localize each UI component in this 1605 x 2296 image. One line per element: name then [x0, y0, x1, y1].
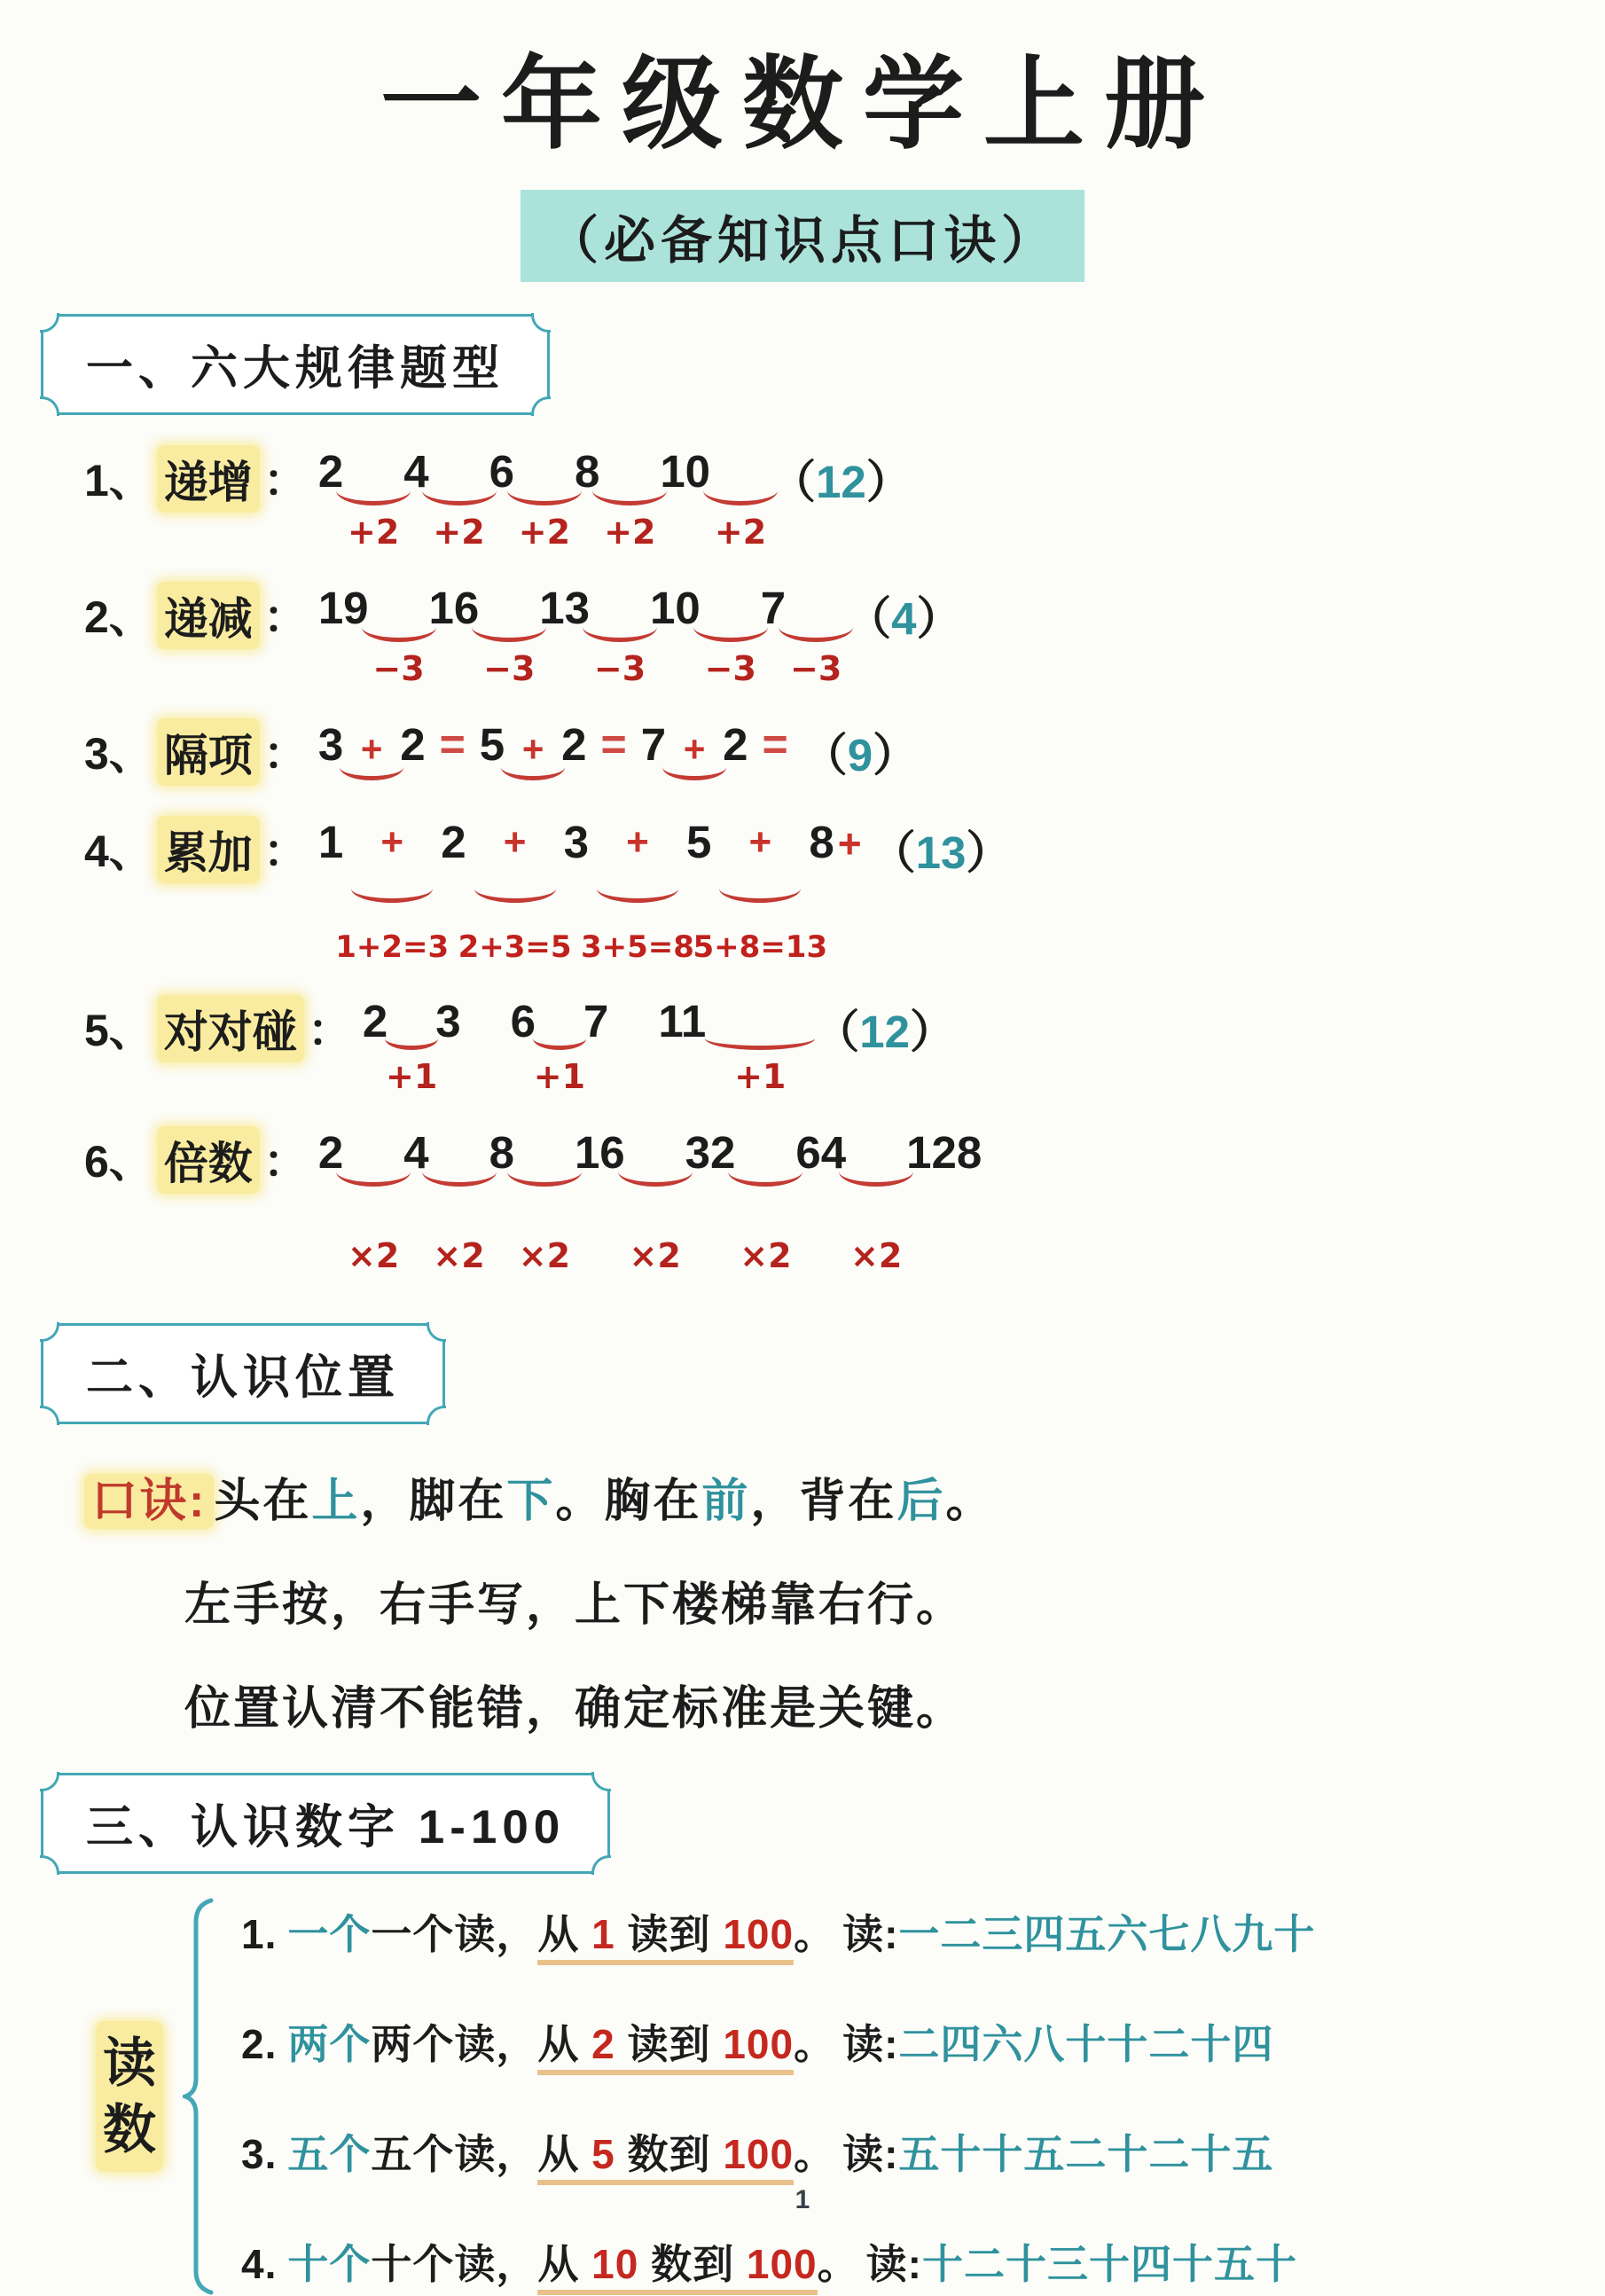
connector: [505, 445, 583, 552]
row-index: 2、: [84, 592, 153, 642]
paren-close: ）: [873, 730, 919, 780]
answer: [802, 718, 918, 784]
subtitle-wrap: [0, 190, 1605, 282]
paren-close: ）: [916, 593, 962, 644]
arc-icon: [662, 754, 726, 780]
connector: [837, 1126, 915, 1275]
plus-sign: +: [521, 728, 544, 770]
sequence-number: 4: [403, 1127, 429, 1178]
connector: [499, 718, 567, 780]
arc-icon: [385, 1027, 438, 1050]
mnemonic-line-2: 左手按，右手写，上下楼梯靠右行。: [184, 1579, 966, 1631]
sequence-number: 7: [640, 719, 667, 770]
connector: [334, 445, 412, 552]
connector: [777, 582, 855, 688]
arc-icon: [474, 874, 556, 903]
sequence-number: 32: [685, 1127, 736, 1178]
row-colon: ：: [262, 456, 308, 505]
operation-label: ×2: [433, 1236, 485, 1275]
sequence-number: 10: [660, 446, 711, 497]
reading-result: 五十十五二十二十五: [898, 2131, 1274, 2177]
row-term: 倍数: [157, 1126, 260, 1194]
row-index: 5、: [84, 1006, 153, 1055]
sequence-number: 2: [400, 719, 426, 770]
pattern-row-increase: [84, 445, 1605, 552]
section-two-heading-text: 二、认识位置: [86, 1352, 400, 1404]
pattern-row-alternate: [84, 718, 1605, 786]
arc-icon: [422, 475, 497, 505]
item-number: 3.: [241, 2131, 278, 2177]
paren-open: （: [814, 1007, 860, 1057]
item-number: 4.: [241, 2241, 278, 2287]
operation-label: ×2: [348, 1236, 400, 1275]
paren-close: ）: [909, 1007, 955, 1057]
start-number: 10: [591, 2241, 639, 2287]
count-word: 两个: [287, 2021, 372, 2067]
answer-value: 4: [891, 593, 917, 644]
text: 十个读，: [371, 2241, 538, 2287]
row-index: 6、: [84, 1137, 153, 1187]
connector: [580, 816, 694, 965]
connector: [532, 995, 587, 1096]
sequence-number: 2: [362, 996, 388, 1046]
arc-icon: [583, 612, 657, 642]
pattern-row-decrease: [84, 582, 1605, 688]
connector: [591, 445, 669, 552]
frame-corner-icon: [427, 1322, 446, 1342]
reading-item-4: [241, 2232, 1315, 2291]
arc-icon: [597, 874, 678, 903]
frame-corner-icon: [591, 1855, 611, 1875]
pattern-row-cumulative: [84, 816, 1605, 965]
read-label: 读:: [865, 2241, 922, 2287]
read-label: 读:: [842, 2021, 899, 2067]
text: 。: [794, 2021, 836, 2067]
plus-sign: +: [837, 820, 862, 866]
reading-item-2: [241, 2012, 1315, 2071]
sequence-number: 7: [760, 583, 787, 633]
connector: [581, 582, 659, 688]
count-word: 十个: [287, 2241, 372, 2287]
item-number: 2.: [241, 2021, 278, 2067]
sequence-number: 3: [317, 719, 344, 770]
arc-icon: [592, 475, 667, 505]
section-three-heading-text: 三、认识数字 1-100: [86, 1801, 566, 1853]
arc-icon: [472, 612, 546, 642]
answer-value: 9: [847, 730, 873, 780]
connector: [335, 816, 450, 965]
sequence-number: 2: [441, 817, 466, 867]
row-term: 对对碰: [157, 995, 304, 1062]
plus-sign: +: [360, 728, 383, 770]
text: 头在: [214, 1476, 312, 1527]
frame-corner-icon: [40, 1772, 59, 1791]
row-colon: ：: [262, 1137, 308, 1187]
frame-corner-icon: [40, 1406, 59, 1425]
end-number: 100: [746, 2241, 818, 2287]
text: 两个读，: [371, 2021, 538, 2067]
operation-label: +2: [348, 513, 400, 552]
connector: [470, 582, 548, 688]
text: 从: [537, 2241, 592, 2287]
operation-label: +2: [714, 513, 767, 552]
section-one-heading-text: 一、六大规律题型: [86, 342, 505, 395]
row-term: 累加: [157, 816, 260, 883]
operation-label: −3: [704, 649, 756, 688]
reading-item-1: [241, 1902, 1315, 1961]
connector: [661, 718, 728, 780]
arc-icon: [719, 874, 801, 903]
reading-item-3: [241, 2122, 1315, 2181]
sequence-number: 1: [317, 817, 344, 867]
number-sequence: [318, 816, 1012, 965]
sequence-number: 5: [479, 719, 505, 770]
sequence-number: 2: [317, 446, 344, 497]
sequence-number: 64: [795, 1127, 847, 1178]
sequence-number: 6: [510, 996, 536, 1046]
paren-open: （: [771, 457, 817, 507]
end-number: 100: [723, 2131, 795, 2177]
arc-icon: [618, 1156, 693, 1187]
connector: [420, 1126, 498, 1275]
operation-label: −3: [483, 649, 536, 688]
operation-label: −3: [593, 649, 646, 688]
number-sequence: [318, 1126, 982, 1275]
side-label-wrap: [96, 1897, 163, 2296]
operation-label: +1: [734, 1057, 787, 1096]
text: 。胸在: [555, 1476, 702, 1527]
reading-result: 二四六八十十二十四: [898, 2021, 1274, 2067]
sum-label: 5+8=13: [693, 929, 828, 965]
number-sequence: [318, 445, 912, 552]
equals-sign: =: [600, 719, 627, 769]
section-two: [0, 1323, 1605, 1737]
text: 五个读，: [371, 2131, 538, 2177]
direction-word: 上: [311, 1476, 361, 1527]
sequence-number: 11: [658, 996, 707, 1046]
start-number: 1: [591, 1911, 615, 1957]
connector: [726, 1126, 804, 1275]
connector: [420, 445, 498, 552]
operation-label: +2: [604, 513, 656, 552]
arc-icon: [362, 612, 436, 642]
sequence-number: 2: [317, 1127, 344, 1178]
arc-icon: [728, 1156, 802, 1187]
section-one: [0, 314, 1605, 1275]
start-number: 2: [591, 2021, 615, 2067]
row-index: 4、: [84, 827, 153, 876]
reading-result: 十二十三十四十五十: [921, 2241, 1297, 2287]
operation-label: ×2: [629, 1236, 681, 1275]
arc-icon: [779, 612, 853, 642]
plus-sign: +: [380, 820, 404, 864]
frame-corner-icon: [40, 313, 59, 333]
answer: [814, 995, 955, 1061]
sequence-number: 10: [650, 583, 701, 633]
mnemonic-label: 口诀:: [84, 1474, 214, 1529]
text: 读到: [615, 2021, 724, 2067]
connector: [702, 995, 818, 1096]
operation-label: −3: [789, 649, 842, 688]
connector: [360, 582, 438, 688]
page-title: 一年级数学上册: [380, 44, 1225, 163]
read-label: 读:: [842, 2131, 899, 2177]
arc-icon: [693, 612, 768, 642]
text: 从: [537, 1911, 592, 1957]
row-colon: ：: [307, 1006, 352, 1055]
plus-sign: +: [626, 820, 649, 864]
direction-word: 后: [896, 1476, 946, 1527]
row-colon: ：: [262, 827, 308, 876]
page-number: 1: [795, 2185, 810, 2214]
arc-icon: [351, 874, 433, 903]
direction-word: 下: [506, 1476, 556, 1527]
pattern-row-multiples: [84, 1126, 1605, 1275]
plus-sign: +: [748, 820, 772, 864]
paren-close: ）: [966, 827, 1012, 878]
direction-word: 前: [701, 1476, 751, 1527]
text: 从: [537, 2131, 592, 2177]
reading-result: 一二三四五六七八九十: [898, 1911, 1316, 1957]
text: 。: [794, 1911, 836, 1957]
underlined-range: [537, 2131, 794, 2185]
row-colon: ：: [262, 592, 308, 642]
answer-value: 13: [915, 827, 967, 878]
reading-block: [96, 1897, 1605, 2296]
connector: [505, 1126, 583, 1275]
sequence-number: 13: [539, 583, 591, 633]
text: 。: [794, 2131, 836, 2177]
paren-close: ）: [865, 457, 912, 507]
operation-label: +1: [533, 1057, 586, 1096]
underlined-range: [537, 1911, 794, 1965]
sequence-number: 16: [574, 1127, 625, 1178]
sequence-number: 2: [723, 719, 748, 770]
row-index: 3、: [84, 729, 153, 779]
row-term: 递增: [157, 445, 260, 513]
reading-items: [241, 1897, 1315, 2296]
operation-label: +2: [518, 513, 571, 552]
connector: [693, 816, 828, 965]
connector: [338, 718, 405, 780]
section-three: [0, 1773, 1605, 2296]
sequence-number: 7: [583, 996, 609, 1046]
start-number: 5: [591, 2131, 615, 2177]
sequence-number: 128: [906, 1127, 983, 1178]
sum-label: 2+3=5: [458, 929, 572, 965]
sequence-number: 19: [317, 583, 369, 633]
number-sequence: [318, 718, 918, 784]
connector: [692, 582, 770, 688]
sequence-number: 3: [563, 817, 589, 867]
frame-corner-icon: [40, 1322, 59, 1342]
text: ，背在: [750, 1476, 897, 1527]
arc-icon: [705, 1027, 815, 1050]
answer-value: 12: [816, 457, 866, 507]
connector: [458, 816, 572, 965]
underlined-range: [537, 2021, 794, 2075]
text: 。: [945, 1476, 995, 1527]
answer: [871, 816, 1012, 882]
text: 一个读，: [371, 1911, 538, 1957]
sequence-number: 8: [489, 1127, 514, 1178]
operation-label: −3: [372, 649, 425, 688]
section-one-heading: [41, 314, 550, 415]
count-word: 一个: [287, 1911, 372, 1957]
brace-wrap: [183, 1897, 215, 2296]
number-sequence: [318, 582, 962, 688]
number-sequence: [363, 995, 955, 1096]
connector: [384, 995, 439, 1096]
underlined-range: [537, 2241, 817, 2295]
paren-open: （: [870, 827, 916, 878]
paren-open: （: [802, 730, 848, 780]
answer: [771, 445, 912, 511]
item-number: 1.: [241, 1911, 278, 1957]
connector: [701, 445, 779, 552]
sequence-number: 5: [685, 817, 712, 867]
plus-sign: +: [503, 820, 527, 864]
operation-label: ×2: [518, 1236, 571, 1275]
sequence-number: 16: [428, 583, 480, 633]
arc-icon: [340, 754, 403, 780]
text: 数到: [638, 2241, 747, 2287]
paren-open: （: [846, 593, 892, 644]
frame-corner-icon: [531, 313, 551, 333]
arc-icon: [336, 1156, 411, 1187]
operation-label: +1: [386, 1057, 438, 1096]
row-term: 递减: [157, 582, 260, 649]
sum-label: 1+2=3: [335, 929, 450, 965]
curly-brace-icon: [183, 1897, 215, 2296]
mnemonic-line-3: 位置认清不能错，确定标准是关键。: [184, 1683, 966, 1735]
reading-label: 读数: [96, 2021, 163, 2172]
sequence-number: 2: [561, 719, 587, 770]
read-label: 读:: [842, 1911, 899, 1957]
answer-value: 12: [859, 1007, 910, 1057]
count-word: 五个: [287, 2131, 372, 2177]
text: ，脚在: [360, 1476, 507, 1527]
operation-label: ×2: [740, 1236, 792, 1275]
text: 从: [537, 2021, 592, 2067]
text: 。: [817, 2241, 859, 2287]
page-subtitle: （必备知识点口诀）: [521, 190, 1084, 282]
arc-icon: [501, 754, 565, 780]
operation-label: ×2: [850, 1236, 903, 1275]
sequence-number: 4: [403, 446, 429, 497]
frame-corner-icon: [40, 1855, 59, 1875]
sequence-number: 6: [489, 446, 514, 497]
operation-label: +2: [433, 513, 485, 552]
arc-icon: [507, 1156, 582, 1187]
plus-sign: +: [683, 728, 706, 770]
frame-corner-icon: [40, 396, 59, 416]
frame-corner-icon: [531, 396, 551, 416]
arc-icon: [336, 475, 411, 505]
mnemonic-line-1: [84, 1463, 1605, 1530]
arc-icon: [533, 1027, 586, 1050]
end-number: 100: [723, 1911, 795, 1957]
arc-icon: [507, 475, 582, 505]
text: 读到: [615, 1911, 724, 1957]
frame-corner-icon: [591, 1772, 611, 1791]
arc-icon: [703, 475, 778, 505]
connector: [334, 1126, 412, 1275]
arc-icon: [422, 1156, 497, 1187]
equals-sign: =: [762, 719, 788, 769]
sequence-number: 8: [809, 817, 834, 867]
answer: [846, 582, 961, 647]
row-index: 1、: [84, 456, 153, 505]
sum-label: 3+5=8: [580, 929, 694, 965]
sequence-number: 8: [574, 446, 600, 497]
arc-icon: [839, 1156, 913, 1187]
frame-corner-icon: [427, 1406, 446, 1425]
row-colon: ：: [262, 729, 308, 779]
row-term: 隔项: [157, 718, 260, 786]
sequence-number: 3: [435, 996, 461, 1046]
section-two-heading: [41, 1323, 445, 1424]
text: 数到: [615, 2131, 724, 2177]
end-number: 100: [723, 2021, 795, 2067]
section-three-heading: [41, 1773, 610, 1874]
connector: [616, 1126, 694, 1275]
equals-sign: =: [439, 719, 466, 769]
pattern-row-pairs: [84, 995, 1605, 1096]
